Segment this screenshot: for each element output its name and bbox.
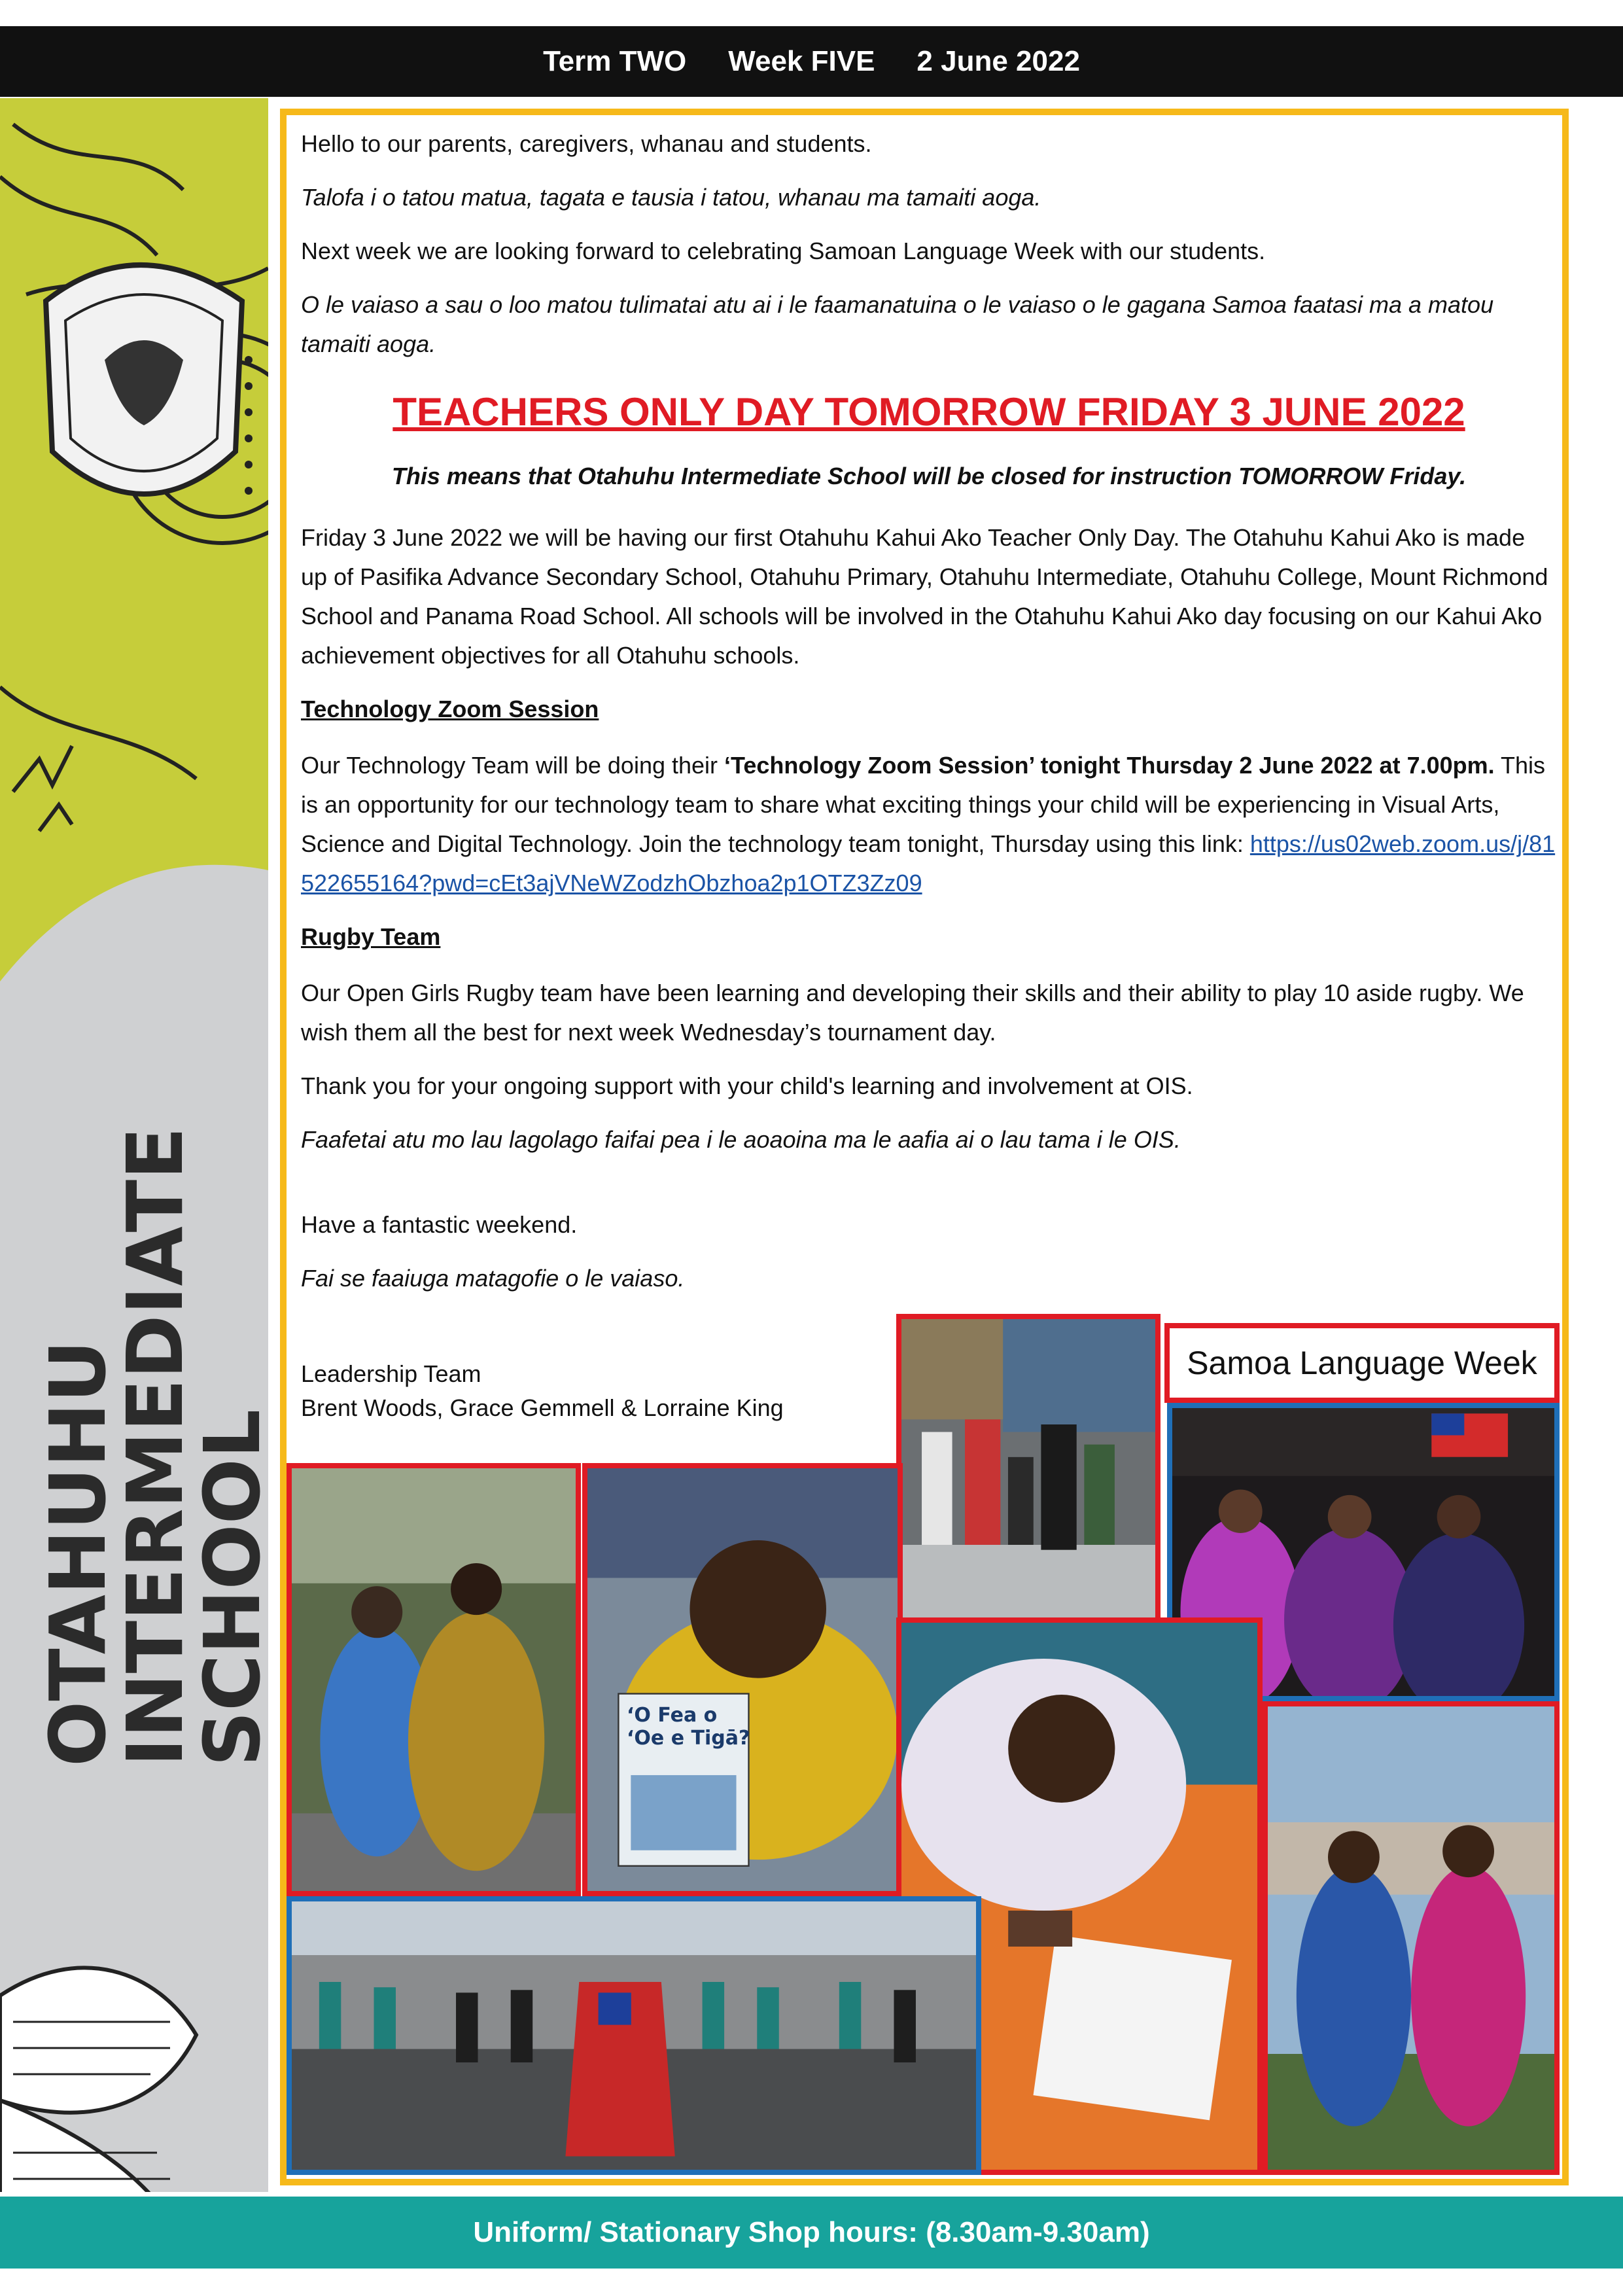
weekend-samoan: Fai se faaiuga matagofie o le vaiaso. bbox=[301, 1265, 685, 1292]
zoom-link[interactable]: https://us02web.zoom.us/j/81522655164?pwd=cEt3ajVNeWZodzhObzhoa2p1OTZ3Zz09 bbox=[301, 830, 1556, 896]
photo-boy-book bbox=[582, 1463, 903, 1896]
thanks: Thank you for your ongoing support with your child's learning and involvement at OIS. bbox=[301, 1072, 1193, 1099]
photo-group-wall bbox=[896, 1314, 1161, 1625]
footer-bar: Uniform/ Stationary Shop hours: (8.30am-9.30am) bbox=[0, 2197, 1623, 2269]
weekend: Have a fantastic weekend. bbox=[301, 1211, 578, 1238]
headline: TEACHERS ONLY DAY TOMORROW FRIDAY 3 JUNE 2022 bbox=[393, 390, 1465, 434]
thanks-samoan: Faafetai atu mo lau lagolago faifai pea i le aoaoina ma le aafia ai o lau tama i le OIS. bbox=[301, 1126, 1181, 1153]
subheadline: This means that Otahuhu Intermediate School will be closed for instruction TOMORROW Friday. bbox=[391, 463, 1467, 489]
greeting-samoan: Talofa i o tatou matua, tagata e tausia i tatou, whanau ma tamaiti aoga. bbox=[301, 184, 1041, 211]
photo-girl-teacher bbox=[287, 1463, 581, 1896]
tech-paragraph bbox=[301, 746, 1557, 903]
sign-names: Brent Woods, Grace Gemmell & Lorraine King bbox=[301, 1394, 784, 1421]
date-label: 2 June 2022 bbox=[916, 45, 1080, 77]
intro-samoan: O le vaiaso a sau o loo matou tulimatai atu ai i le faamanatuina o le vaiaso o le gagana Samoa faatasi ma a matou tamaiti aoga. bbox=[301, 291, 1494, 357]
school-name-line-3: SCHOOL bbox=[187, 1409, 277, 1767]
book-title: ‘O Fea o ‘Oe e Tigā? bbox=[627, 1704, 750, 1750]
newsletter-frame bbox=[280, 109, 1569, 2185]
sign-team: Leadership Team bbox=[301, 1360, 481, 1387]
tech-text-1: Our Technology Team will be doing their bbox=[301, 752, 725, 779]
photo-two-girls bbox=[1263, 1701, 1560, 2175]
tech-heading: Technology Zoom Session bbox=[301, 696, 599, 722]
letter-body bbox=[301, 124, 1557, 1320]
intro: Next week we are looking forward to celebrating Samoan Language Week with our students. bbox=[301, 238, 1266, 264]
tech-bold: ‘Technology Zoom Session’ tonight Thursday 2 June 2022 at 7.00pm. bbox=[724, 752, 1495, 779]
header-bar bbox=[0, 26, 1623, 97]
gallery-label: Samoa Language Week bbox=[1164, 1323, 1560, 1403]
school-name-line-2: INTERMEDIATE bbox=[110, 1127, 200, 1767]
signature-block bbox=[301, 1357, 784, 1425]
school-name-vertical bbox=[33, 1127, 277, 1767]
week-label: Week FIVE bbox=[728, 45, 875, 77]
school-name-line-1: OTAHUHU bbox=[33, 1339, 123, 1767]
greeting: Hello to our parents, caregivers, whanau and students. bbox=[301, 130, 872, 157]
term-label: Term TWO bbox=[543, 45, 687, 77]
photo-assembly-flag bbox=[287, 1896, 981, 2175]
rugby-heading: Rugby Team bbox=[301, 923, 441, 950]
tech-text-2: This is an opportunity for our technology team to share what exciting things your child will be experiencing in Visual Arts, Science and Digital Technology. Join the technology team tonight, Thursday using this link: bbox=[301, 752, 1546, 857]
kahui-ako-paragraph: Friday 3 June 2022 we will be having our first Otahuhu Kahui Ako Teacher Only Day. The Otahuhu Kahui Ako is made up of Pasifika Advance Secondary School, Otahuhu Primary, Otahuhu Intermediate, Otahuhu College, Mount Richmond School and Panama Road School. All schools will be involved in the Otahuhu Kahui Ako day focusing on our Kahui Ako achievement objectives for all Otahuhu schools. bbox=[301, 524, 1548, 669]
rugby-paragraph: Our Open Girls Rugby team have been learning and developing their skills and their ability to play 10 aside rugby. We wish them all the best for next week Wednesday’s tournament day. bbox=[301, 980, 1524, 1046]
